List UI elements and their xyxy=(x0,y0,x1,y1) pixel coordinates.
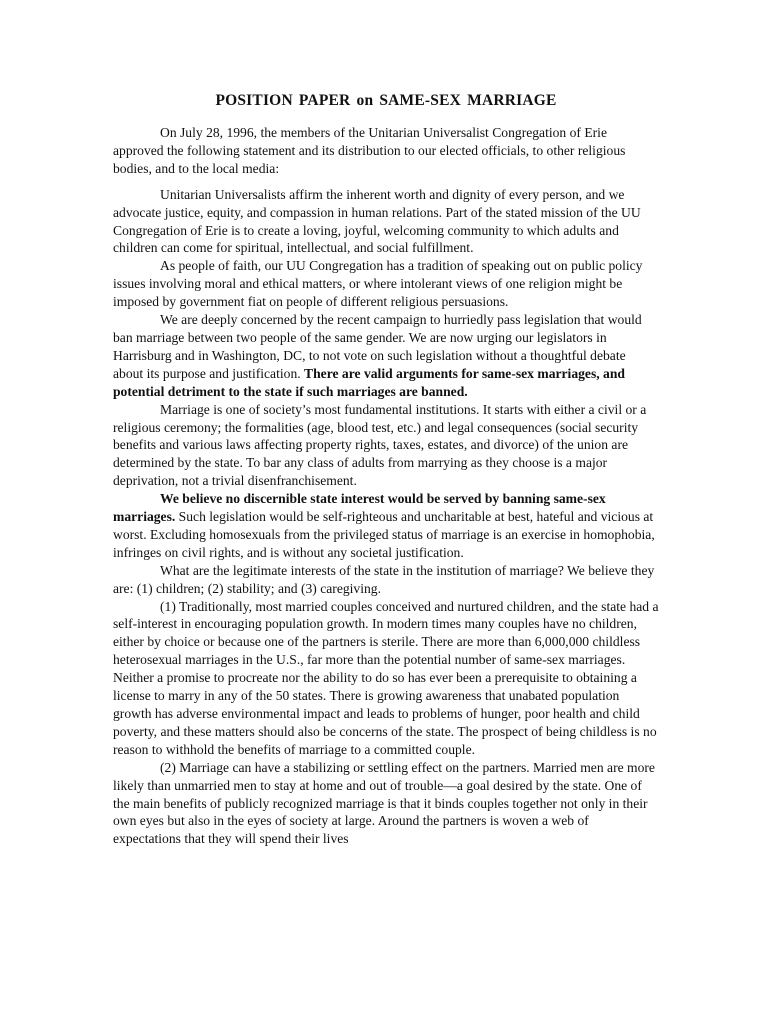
paragraph-5-bold-text: We believe no discernible state interest would be served by banning same-sex marriages. xyxy=(113,491,606,525)
paragraph-1-text: Unitarian Universalists affirm the inherent worth and dignity of every person, and we advocate justice, equity, and compassion in human relations. Part of the stated mission of the UU Congregation of Erie is to create a loving, joyful, welcoming community to which adults and children can come for spiritual, intellectual, and social fulfillment. xyxy=(113,186,641,256)
paragraph-5-text: Such legislation would be self-righteous and uncharitable at best, hateful and vicious at worst. Excluding homosexuals from the privileged status of marriage is an exercise in homophobia, infringes on civil rights, and is without any societal justification. xyxy=(113,509,655,560)
paragraph-4 xyxy=(113,401,659,491)
paragraph-6-text: What are the legitimate interests of the state in the institution of marriage? We believe they are: (1) children; (2) stability; and (3) caregiving. xyxy=(113,562,655,596)
paragraph-7-text: (1) Traditionally, most married couples conceived and nurtured children, and the state had a self-interest in encouraging population growth. In modern times many couples have no children, either by choice or because one of the partners is sterile. There are more than 6,000,000 childless heterosexual marriages in the U.S., far more than the potential number of same-sex marriages. Neither a promise to procreate nor the ability to do so has ever been a prerequisite to obtaining a license to marry in any of the 50 states. There is growing awareness that unabated population growth has adverse environmental impact and leads to problems of hunger, poor health and child poverty, and these matters should also be concerns of the state. The prospect of being childless is no reason to withhold the benefits of marriage to a committed couple. xyxy=(113,598,659,757)
paragraph-3 xyxy=(113,311,659,401)
paragraph-3-text: We are deeply concerned by the recent campaign to hurriedly pass legislation that would ban marriage between two people of the same gender. We are now urging our legislators in Harrisburg and in Washington, DC, to not vote on such legislation without a thoughtful debate about its purpose and justification. xyxy=(113,312,642,381)
paragraph-8-text: (2) Marriage can have a stabilizing or settling effect on the partners. Married men are more likely than unmarried men to stay at home and out of trouble—a goal desired by the state. One of the main benefits of publicly recognized marriage is that it binds couples together not only in their own eyes but also in the eyes of society at large. Around the partners is woven a web of expectations that they will spend their lives xyxy=(113,759,655,847)
paragraph-5 xyxy=(113,490,659,562)
paragraph-1 xyxy=(113,186,659,258)
paragraph-2-text: As people of faith, our UU Congregation has a tradition of speaking out on public policy issues involving moral and ethical matters, or where intolerant views of one religion might be imposed by government fiat on people of different religious persuasions. xyxy=(113,258,643,310)
paragraph-8 xyxy=(113,759,659,849)
paragraph-6 xyxy=(113,562,659,598)
document-page xyxy=(113,91,659,848)
paragraph-2 xyxy=(113,257,659,311)
intro-paragraph: On July 28, 1996, the members of the Unitarian Universalist Congregation of Erie approved the following statement and its distribution to our elected officials, to other religious bodies, and to the local media: xyxy=(113,125,626,176)
paragraph-4-text: Marriage is one of society’s most fundamental institutions. It starts with either a civil or a religious ceremony; the formalities (age, blood test, etc.) and legal consequences (social security benefits and various laws affecting property rights, taxes, estates, and divorce) of the union are determined by the state. To bar any class of adults from marrying as they choose is a major deprivation, not a trivial disenfranchisement. xyxy=(113,401,647,489)
document-title: POSITION PAPER on SAME-SEX MARRIAGE xyxy=(215,92,557,109)
paragraph-7 xyxy=(113,598,659,759)
paragraph-3-bold-text: There are valid arguments for same-sex marriages, and potential detriment to the state if such marriages are banned. xyxy=(113,365,625,399)
